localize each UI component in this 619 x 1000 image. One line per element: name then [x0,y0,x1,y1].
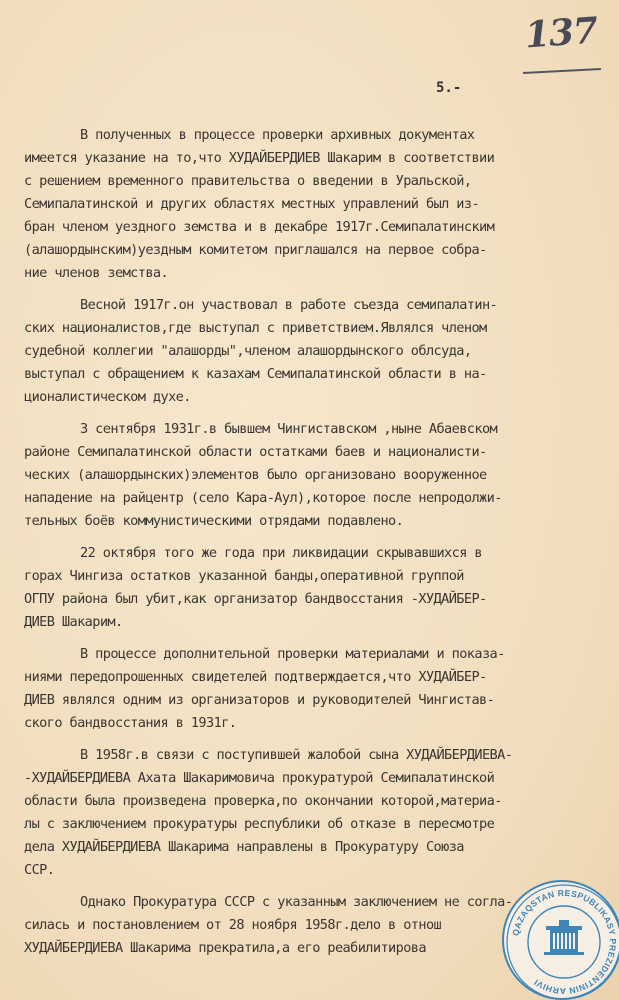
text-line: ХУДАЙБЕРДИЕВА Шакарима прекратила,а его реабилитирова [24,940,426,956]
paragraph [24,124,600,285]
text-line: ОГПУ района был убит,как организатор бандвосстания -ХУДАЙБЕР- [24,591,487,607]
text-line: нападение на райцентр (село Кара-Аул),которое после непродолжи- [24,490,502,506]
text-line: ционалистическом духе. [24,389,191,405]
paragraph [24,294,600,409]
text-line: судебной коллегии "алашорды",членом алашордынского облсуда, [24,343,472,359]
text-line: ского бандвосстания в 1931г. [24,715,237,731]
building-icon [544,920,584,955]
page-number: 5.- [436,80,462,96]
text-line: -ХУДАЙБЕРДИЕВА Ахата Шакаримовича прокуратурой Семипалатинской [24,770,495,786]
text-line: ние членов земства. [24,265,169,281]
text-line: тельных боёв коммунистическими отрядами подавлено. [24,513,404,529]
text-line: дела ХУДАЙБЕРДИЕВА Шакарима направлены в Прокуратуру Союза [24,839,464,855]
text-line: районе Семипалатинской области остатками баев и националисти- [24,444,487,460]
text-line: ских националистов,где выступал с приветствием.Являлся членом [24,320,487,336]
paragraph [24,643,600,735]
text-line: ДИЕВ Шакарим. [24,614,123,630]
paragraph [24,418,600,533]
text-line: ниями передопрошенных свидетелей подтверждается,что ХУДАЙБЕР- [24,669,487,685]
text-line: ческих (алашордынских)элементов было организовано вооруженное [24,467,487,483]
handwritten-folio-number: 137 [523,9,599,57]
document-body [24,124,600,960]
text-line: Однако Прокуратура СССР с указанным заключением не согла- [80,894,513,910]
text-line: области была произведена проверка,по окончании которой,материа- [24,793,502,809]
text-line: ДИЕВ являлся одним из организаторов и руководителей Чингистав- [24,692,495,708]
text-line: Весной 1917г.он участвовал в работе съезда семипалатин- [80,297,498,313]
text-line: В полученных в процессе проверки архивных документах [80,127,475,143]
text-line: В 1958г.в связи с поступившей жалобой сына ХУДАЙБЕРДИЕВА- [80,747,513,763]
text-line: лы с заключением прокуратуры республики об отказе в пересмотре [24,816,495,832]
folio-underline [523,68,601,74]
text-line: горах Чингиза остатков указанной банды,оперативной группой [24,568,464,584]
text-line: имеется указание на то,что ХУДАЙБЕРДИЕВ Шакарим в соответствии [24,150,495,166]
text-line: с решением временного правительства о введении в Уральской, [24,173,472,189]
svg-text:QAZAQSTAN RESPUBLIKASY PREZIDE: QAZAQSTAN RESPUBLIKASY PREZIDENTININ ARHIVI [510,887,619,997]
text-line: бран членом уездного земства и в декабре 1917г.Семипалатинским [24,219,495,235]
text-line: В процессе дополнительной проверки материалами и показа- [80,646,505,662]
text-line: Семипалатинской и других областях местных управлений был из- [24,196,480,212]
text-line: силась и постановлением от 28 ноября 1958г.дело в отнош [24,917,442,933]
text-line: 22 октября того же года при ликвидации скрывавшихся в [80,545,482,561]
archive-stamp [502,880,619,1000]
text-line: (алашордынским)уездным комитетом приглашался на первое собра- [24,242,487,258]
text-line: ССР. [24,862,55,878]
text-line: выступал с обращением к казахам Семипалатинской области в на- [24,366,487,382]
text-line: 3 сентября 1931г.в бывшем Чингиставском ,ныне Абаевском [80,421,498,437]
paragraph [24,542,600,634]
paragraph [24,744,600,882]
archive-stamp-icon [504,882,619,1000]
